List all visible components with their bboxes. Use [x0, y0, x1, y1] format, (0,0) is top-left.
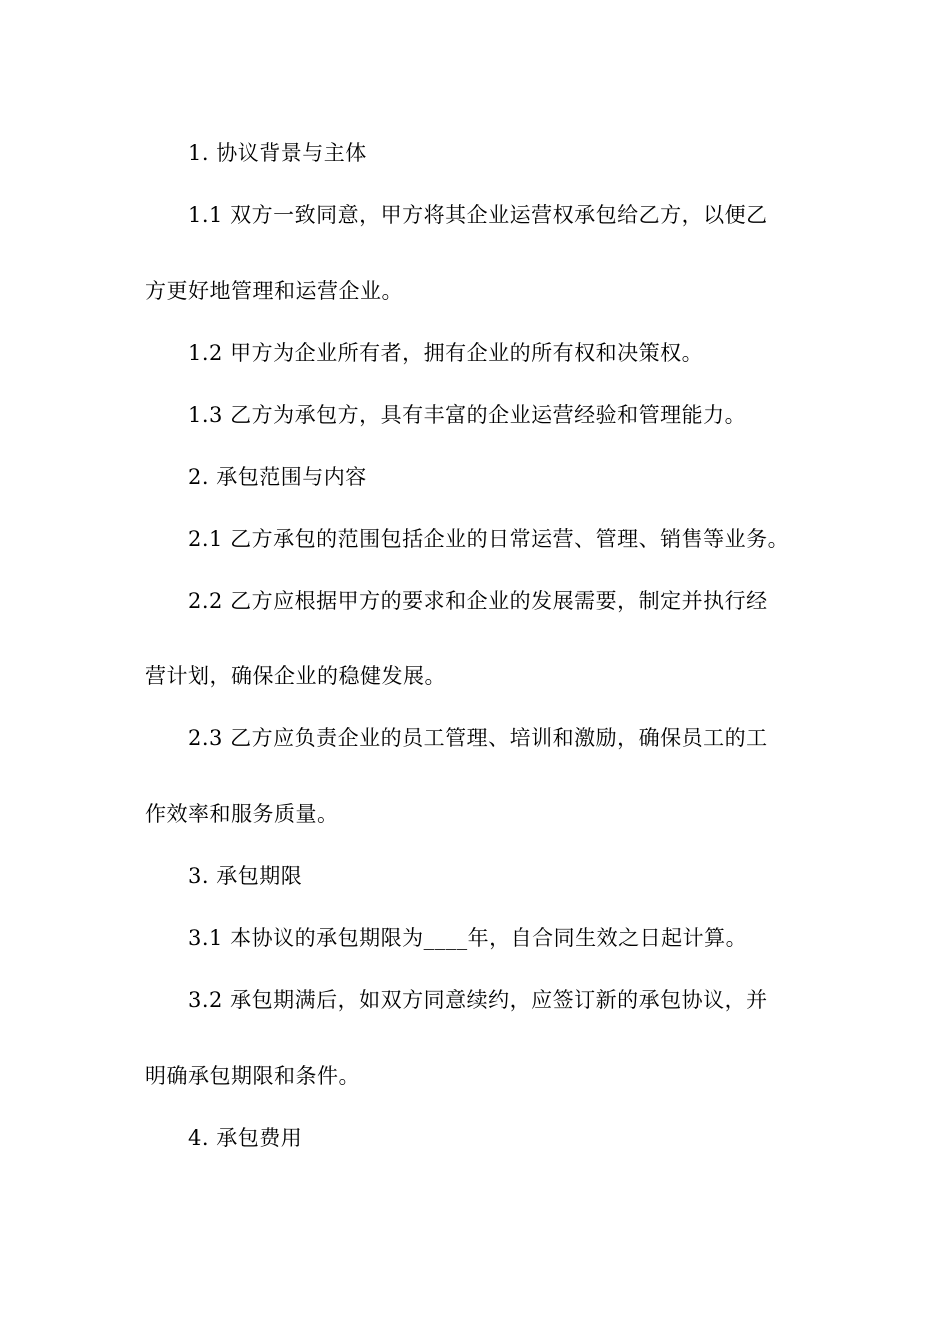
section-1-heading: 1. 协议背景与主体: [188, 141, 367, 165]
clause-1-3: 1.3 乙方为承包方，具有丰富的企业运营经验和管理能力。: [188, 403, 747, 427]
clause-2-2-line-2: 营计划，确保企业的稳健发展。: [145, 664, 446, 688]
clause-2-3-line-1: 2.3 乙方应负责企业的员工管理、培训和激励，确保员工的工: [188, 726, 768, 750]
section-2-heading: 2. 承包范围与内容: [188, 465, 367, 489]
section-3-heading: 3. 承包期限: [188, 864, 303, 888]
clause-1-2: 1.2 甲方为企业所有者，拥有企业的所有权和决策权。: [188, 341, 704, 365]
clause-1-1-line-1: 1.1 双方一致同意，甲方将其企业运营权承包给乙方，以便乙: [188, 203, 768, 227]
clause-3-1: 3.1 本协议的承包期限为____年，自合同生效之日起计算。: [188, 926, 748, 950]
clause-1-1-line-2: 方更好地管理和运营企业。: [145, 279, 403, 303]
clause-2-1: 2.1 乙方承包的范围包括企业的日常运营、管理、销售等业务。: [188, 527, 790, 551]
section-4-heading: 4. 承包费用: [188, 1126, 303, 1150]
clause-3-2-line-2: 明确承包期限和条件。: [145, 1064, 360, 1088]
clause-2-3-line-2: 作效率和服务质量。: [145, 802, 339, 826]
clause-2-2-line-1: 2.2 乙方应根据甲方的要求和企业的发展需要，制定并执行经: [188, 589, 768, 613]
clause-3-2-line-1: 3.2 承包期满后，如双方同意续约，应签订新的承包协议，并: [188, 988, 768, 1012]
